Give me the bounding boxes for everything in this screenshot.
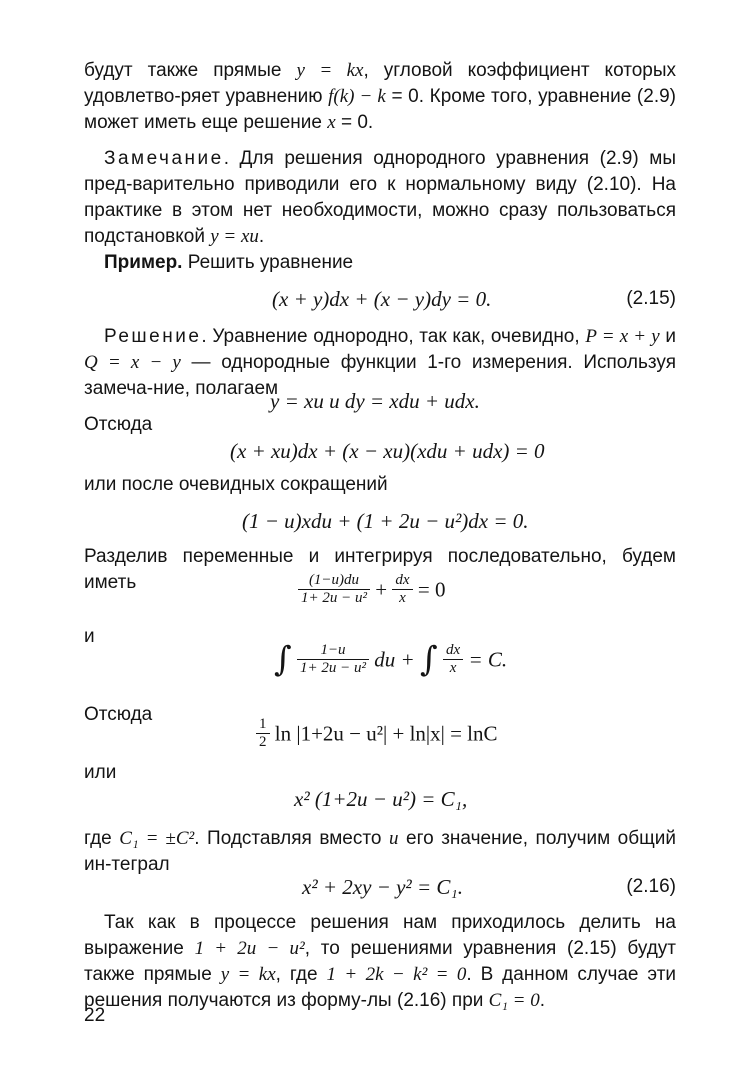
equation-formula: y = xu и dy = xdu + udx. [270, 389, 480, 413]
math-inline: x [327, 112, 336, 133]
math-inline: y = kx [220, 964, 276, 985]
equation-2-16 [84, 874, 676, 904]
word-ili: или [84, 762, 117, 783]
word-line [84, 412, 676, 438]
equation-integral: ∫ $\frac{1-u}{\text{1+ 2u − u²}}$ du + ∫ $\frac{dx}{x}$ = C. [274, 639, 508, 680]
word-otsyuda: Отсюда [84, 414, 153, 435]
math-inline: f(k) − k [328, 86, 386, 107]
math-inline: y = xu [210, 226, 259, 247]
paragraph-separation: Разделив переменные и интегрируя последовательно, будем иметь [84, 546, 676, 593]
equation-2-15 [84, 286, 676, 316]
equation-expanded [84, 438, 676, 468]
paragraph-solution: Решение. Уравнение однородно, так как, очевидно, P = x + y и Q = x − y — однородные функции 1-го измерения. Используя замеча-ние, полагаем [84, 326, 676, 399]
paragraph-simplification: или после очевидных сокращений [84, 474, 388, 495]
fraction: $\frac{dx}{x}$ [392, 572, 412, 607]
remark-label: Замечание [104, 148, 224, 169]
equation-formula: (x + xu)dx + (x − xu)(xdu + udx) = 0 [230, 439, 545, 463]
paragraph-where: где C₁ = ±C². Подставляя вместо u его значение, получим общий ин-теграл [84, 828, 676, 875]
word-i: и [84, 626, 95, 647]
word-otsyuda: Отсюда [84, 704, 153, 725]
math-inline: u [388, 828, 399, 849]
math-inline: P = x + y [585, 326, 660, 347]
math-inline: C₁ = ±C² [119, 828, 195, 849]
word-line [84, 760, 676, 786]
equation-simplified [84, 508, 676, 538]
paragraph-remark: Замечание. Для решения однородного уравнения (2.9) мы пред-варительно приводили его к нормальному виду (2.10). На практике в этом нет необходимости, можно сразу пользоваться подстановкой y = xu. [84, 148, 676, 247]
equation-formula: (x + y)dx + (x − y)dy = 0. [272, 287, 492, 311]
equation-log: $\frac{1}{2}$ ln |1+2u − u²| + ln|x| = lnC [84, 716, 676, 760]
fraction-half: $\frac{1}{2}$ [256, 716, 270, 751]
paragraph-conclusion: Так как в процессе решения нам приходилось делить на выражение 1 + 2u − u², то решениями уравнения (2.15) будут также прямые y = kx, где 1 + 2k − k² = 0. В данном случае эти решения получаются из форму-лы (2.16) при C₁ = 0. [84, 912, 677, 1011]
solution-label: Решение [104, 326, 202, 347]
equation-number: (2.15) [626, 288, 676, 309]
fraction: $\frac{1-u}{\text{1+ 2u − u²}}$ [297, 642, 369, 677]
integral-sign: ∫ [274, 639, 292, 680]
integral-sign: ∫ [419, 639, 438, 680]
math-inline: C₁ = 0 [488, 990, 540, 1011]
equation-formula: x² + 2xy − y² = C₁. [302, 875, 463, 899]
equation-general [84, 786, 676, 816]
math-inline: 1 + 2k − k² = 0 [326, 964, 467, 985]
equation-separated: $\frac{(1-u)du}{\text{1+ 2u − u²}}$ + $\frac{dx}{x}$ = 0 [84, 572, 676, 620]
equation-formula: x² (1+2u − u²) = C₁, [294, 787, 468, 811]
paragraph-example: Пример. Решить уравнение [104, 252, 354, 273]
example-label: Пример. [104, 252, 183, 273]
fraction: $\frac{(1-u)du}{\text{1+ 2u − u²}}$ [298, 572, 370, 607]
page-number: 22 [84, 1005, 106, 1026]
paragraph-intro: будут также прямые y = kx, угловой коэффициент которых удовлетво-ряет уравнению f(k) − k = 0. Кроме того, уравнение (2.9) может иметь еще решение x = 0. [84, 60, 677, 133]
equation-number: (2.16) [626, 876, 676, 897]
math-inline: y = kx [296, 60, 364, 81]
equation-formula: (1 − u)xdu + (1 + 2u − u²)dx = 0. [242, 509, 529, 533]
math-inline: 1 + 2u − u² [194, 938, 305, 959]
fraction: $\frac{dx}{x}$ [443, 642, 463, 677]
math-inline: Q = x − y [84, 352, 181, 373]
